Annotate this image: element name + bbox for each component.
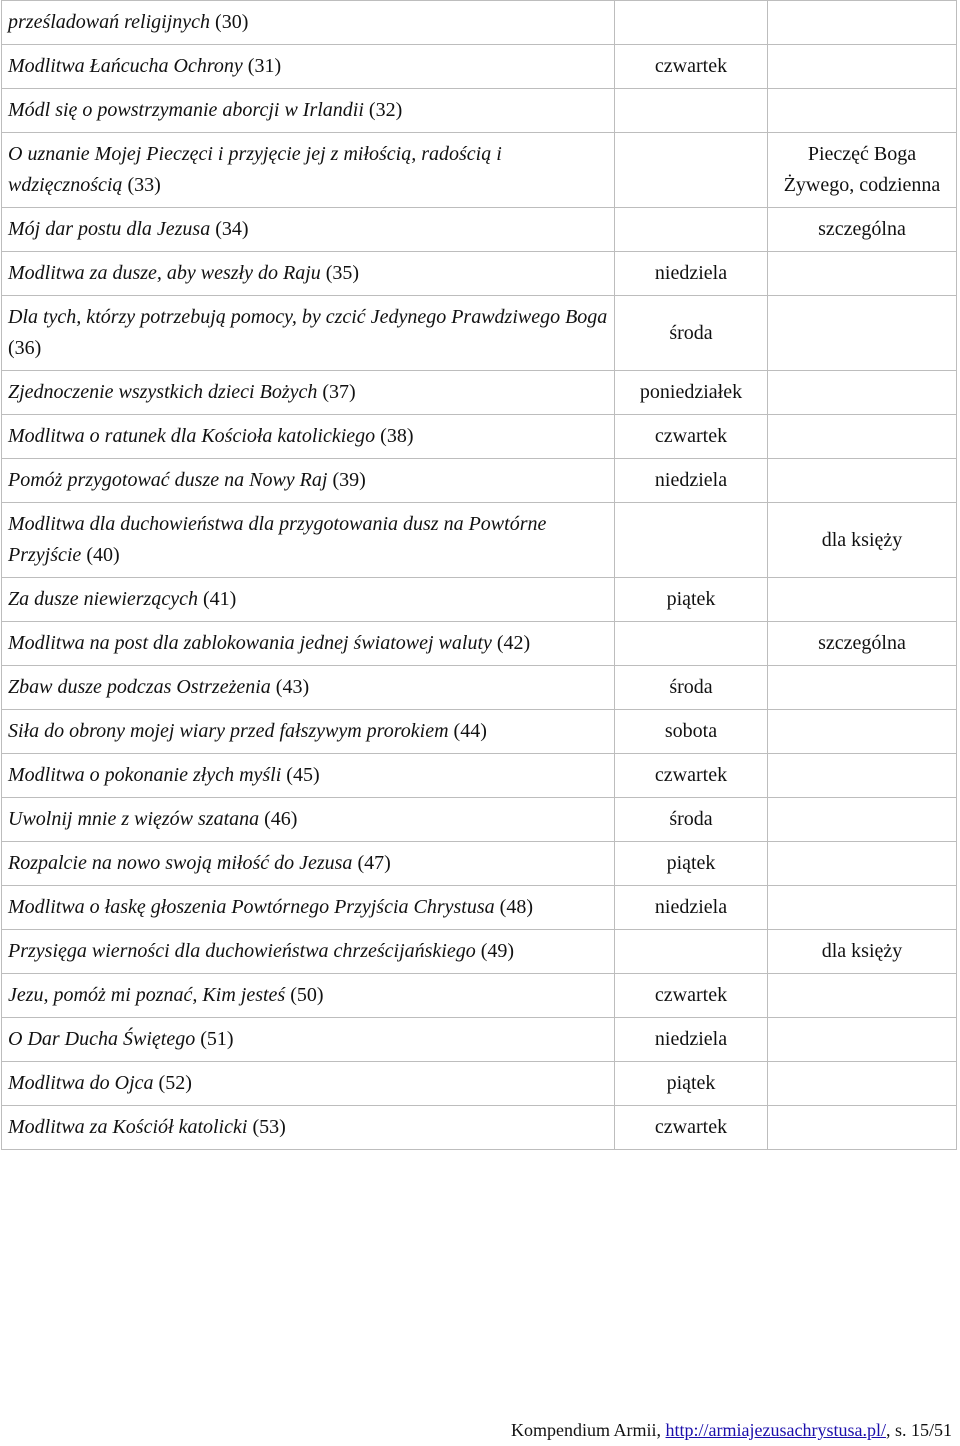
prayer-number: (37) bbox=[322, 381, 356, 403]
prayer-title: O uznanie Mojej Pieczęci i przyjęcie jej z miłością, radością i wdzięcznością bbox=[8, 143, 502, 196]
table-row bbox=[2, 415, 957, 459]
prayer-number: (33) bbox=[127, 174, 161, 196]
prayer-day: czwartek bbox=[615, 754, 768, 798]
table-row bbox=[2, 208, 957, 252]
prayer-title-cell bbox=[2, 208, 615, 252]
prayer-title-cell bbox=[2, 1062, 615, 1106]
prayer-note bbox=[768, 886, 957, 930]
prayer-table bbox=[1, 0, 957, 1150]
table-row bbox=[2, 252, 957, 296]
prayer-note: szczególna bbox=[768, 208, 957, 252]
prayer-number: (39) bbox=[332, 469, 366, 491]
prayer-day bbox=[615, 503, 768, 578]
prayer-title-cell bbox=[2, 842, 615, 886]
prayer-day bbox=[615, 208, 768, 252]
prayer-day: czwartek bbox=[615, 974, 768, 1018]
prayer-day: czwartek bbox=[615, 415, 768, 459]
table-row bbox=[2, 930, 957, 974]
prayer-number: (47) bbox=[357, 852, 391, 874]
prayer-title: Zjednoczenie wszystkich dzieci Bożych bbox=[8, 381, 318, 403]
prayer-day: sobota bbox=[615, 710, 768, 754]
prayer-day: czwartek bbox=[615, 45, 768, 89]
footer-page-number: , s. 15/51 bbox=[885, 1420, 952, 1440]
prayer-title: Rozpalcie na nowo swoją miłość do Jezusa bbox=[8, 852, 353, 874]
prayer-title: Modlitwa o ratunek dla Kościoła katolickiego bbox=[8, 425, 376, 447]
prayer-title: O Dar Ducha Świętego bbox=[8, 1028, 196, 1050]
table-row bbox=[2, 1, 957, 45]
prayer-title-cell bbox=[2, 666, 615, 710]
prayer-day: niedziela bbox=[615, 1018, 768, 1062]
prayer-day bbox=[615, 930, 768, 974]
prayer-day bbox=[615, 1, 768, 45]
prayer-title-cell bbox=[2, 45, 615, 89]
prayer-day: piątek bbox=[615, 578, 768, 622]
table-row bbox=[2, 710, 957, 754]
prayer-note: Pieczęć Boga Żywego, codzienna bbox=[768, 133, 957, 208]
prayer-title: Modlitwa dla duchowieństwa dla przygotowania dusz na Powtórne Przyjście bbox=[8, 513, 547, 566]
table-row bbox=[2, 798, 957, 842]
table-row bbox=[2, 45, 957, 89]
table-row bbox=[2, 1106, 957, 1150]
footer-link[interactable]: http://armiajezusachrystusa.pl/ bbox=[665, 1420, 886, 1440]
prayer-title-cell bbox=[2, 754, 615, 798]
table-row bbox=[2, 1018, 957, 1062]
prayer-title: Modlitwa Łańcucha Ochrony bbox=[8, 55, 243, 77]
prayer-note bbox=[768, 1, 957, 45]
prayer-note: szczególna bbox=[768, 622, 957, 666]
table-row bbox=[2, 296, 957, 371]
prayer-number: (46) bbox=[264, 808, 298, 830]
table-row bbox=[2, 503, 957, 578]
prayer-number: (48) bbox=[499, 896, 533, 918]
page-footer bbox=[511, 1420, 952, 1441]
prayer-day: piątek bbox=[615, 842, 768, 886]
prayer-day: niedziela bbox=[615, 886, 768, 930]
prayer-day: niedziela bbox=[615, 459, 768, 503]
table-row bbox=[2, 842, 957, 886]
prayer-note bbox=[768, 842, 957, 886]
prayer-day bbox=[615, 622, 768, 666]
prayer-number: (30) bbox=[215, 11, 249, 33]
prayer-number: (42) bbox=[496, 632, 531, 654]
prayer-day: środa bbox=[615, 666, 768, 710]
prayer-number: (32) bbox=[368, 99, 403, 121]
prayer-number: (31) bbox=[247, 55, 282, 77]
prayer-number: (49) bbox=[480, 940, 515, 962]
prayer-title: Modlitwa za Kościół katolicki bbox=[8, 1116, 248, 1138]
prayer-note bbox=[768, 371, 957, 415]
prayer-note bbox=[768, 415, 957, 459]
prayer-note bbox=[768, 710, 957, 754]
prayer-note bbox=[768, 89, 957, 133]
prayer-number: (50) bbox=[290, 984, 324, 1006]
prayer-title: Modlitwa o pokonanie złych myśli bbox=[8, 764, 282, 786]
prayer-title-cell bbox=[2, 371, 615, 415]
prayer-title-cell bbox=[2, 252, 615, 296]
prayer-day: poniedziałek bbox=[615, 371, 768, 415]
prayer-title: Przysięga wierności dla duchowieństwa chrześcijańskiego bbox=[8, 940, 476, 962]
prayer-title: Siła do obrony mojej wiary przed fałszywym prorokiem bbox=[8, 720, 449, 742]
prayer-note bbox=[768, 45, 957, 89]
prayer-title-cell bbox=[2, 886, 615, 930]
prayer-title: Modlitwa o łaskę głoszenia Powtórnego Przyjścia Chrystusa bbox=[8, 896, 495, 918]
prayer-title: Zbaw dusze podczas Ostrzeżenia bbox=[8, 676, 271, 698]
table-row bbox=[2, 578, 957, 622]
prayer-note bbox=[768, 1062, 957, 1106]
prayer-title-cell bbox=[2, 622, 615, 666]
prayer-day: środa bbox=[615, 296, 768, 371]
prayer-number: (34) bbox=[215, 218, 249, 240]
prayer-note: dla księży bbox=[768, 930, 957, 974]
prayer-number: (51) bbox=[200, 1028, 234, 1050]
prayer-day: piątek bbox=[615, 1062, 768, 1106]
table-row bbox=[2, 459, 957, 503]
prayer-title: Dla tych, którzy potrzebują pomocy, by czcić Jedynego Prawdziwego Boga bbox=[8, 306, 608, 328]
prayer-number: (43) bbox=[275, 676, 310, 698]
prayer-note bbox=[768, 666, 957, 710]
prayer-day: środa bbox=[615, 798, 768, 842]
prayer-title-cell bbox=[2, 415, 615, 459]
prayer-day: czwartek bbox=[615, 1106, 768, 1150]
table-row bbox=[2, 133, 957, 208]
prayer-title: Modlitwa za dusze, aby weszły do Raju bbox=[8, 262, 321, 284]
table-row bbox=[2, 666, 957, 710]
prayer-note bbox=[768, 798, 957, 842]
prayer-title-cell bbox=[2, 503, 615, 578]
prayer-title-cell bbox=[2, 974, 615, 1018]
table-row bbox=[2, 1062, 957, 1106]
footer-prefix: Kompendium Armii, bbox=[511, 1420, 662, 1440]
prayer-title: Jezu, pomóż mi poznać, Kim jesteś bbox=[8, 984, 286, 1006]
prayer-note bbox=[768, 296, 957, 371]
prayer-title-cell bbox=[2, 1106, 615, 1150]
prayer-note bbox=[768, 974, 957, 1018]
prayer-title: Za dusze niewierzących bbox=[8, 588, 198, 610]
prayer-note bbox=[768, 578, 957, 622]
prayer-number: (52) bbox=[158, 1072, 192, 1094]
prayer-title: Mój dar postu dla Jezusa bbox=[8, 218, 211, 240]
prayer-title-cell bbox=[2, 798, 615, 842]
prayer-number: (38) bbox=[380, 425, 414, 447]
prayer-note bbox=[768, 459, 957, 503]
prayer-number: (35) bbox=[325, 262, 360, 284]
prayer-title-cell bbox=[2, 296, 615, 371]
prayer-title-cell bbox=[2, 930, 615, 974]
prayer-note bbox=[768, 1018, 957, 1062]
prayer-title-cell bbox=[2, 133, 615, 208]
prayer-title-cell bbox=[2, 459, 615, 503]
prayer-day bbox=[615, 89, 768, 133]
prayer-number: (36) bbox=[8, 337, 42, 359]
table-row bbox=[2, 89, 957, 133]
prayer-title: Modlitwa do Ojca bbox=[8, 1072, 154, 1094]
prayer-note: dla księży bbox=[768, 503, 957, 578]
prayer-title: Módl się o powstrzymanie aborcji w Irlandii bbox=[8, 99, 364, 121]
prayer-number: (40) bbox=[86, 544, 120, 566]
prayer-note bbox=[768, 754, 957, 798]
table-row bbox=[2, 754, 957, 798]
prayer-day: niedziela bbox=[615, 252, 768, 296]
prayer-note bbox=[768, 1106, 957, 1150]
prayer-title: prześladowań religijnych bbox=[8, 11, 211, 33]
prayer-title: Pomóż przygotować dusze na Nowy Raj bbox=[8, 469, 328, 491]
prayer-number: (53) bbox=[252, 1116, 286, 1138]
prayer-day bbox=[615, 133, 768, 208]
prayer-title-cell bbox=[2, 578, 615, 622]
prayer-number: (45) bbox=[286, 764, 320, 786]
prayer-table-body bbox=[2, 1, 957, 1150]
table-row bbox=[2, 371, 957, 415]
prayer-title: Modlitwa na post dla zablokowania jednej światowej waluty bbox=[8, 632, 492, 654]
prayer-title-cell bbox=[2, 1, 615, 45]
prayer-number: (44) bbox=[453, 720, 487, 742]
prayer-title: Uwolnij mnie z więzów szatana bbox=[8, 808, 260, 830]
prayer-number: (41) bbox=[202, 588, 237, 610]
prayer-title-cell bbox=[2, 1018, 615, 1062]
table-row bbox=[2, 974, 957, 1018]
prayer-title-cell bbox=[2, 710, 615, 754]
prayer-title-cell bbox=[2, 89, 615, 133]
table-row bbox=[2, 886, 957, 930]
table-row bbox=[2, 622, 957, 666]
prayer-note bbox=[768, 252, 957, 296]
